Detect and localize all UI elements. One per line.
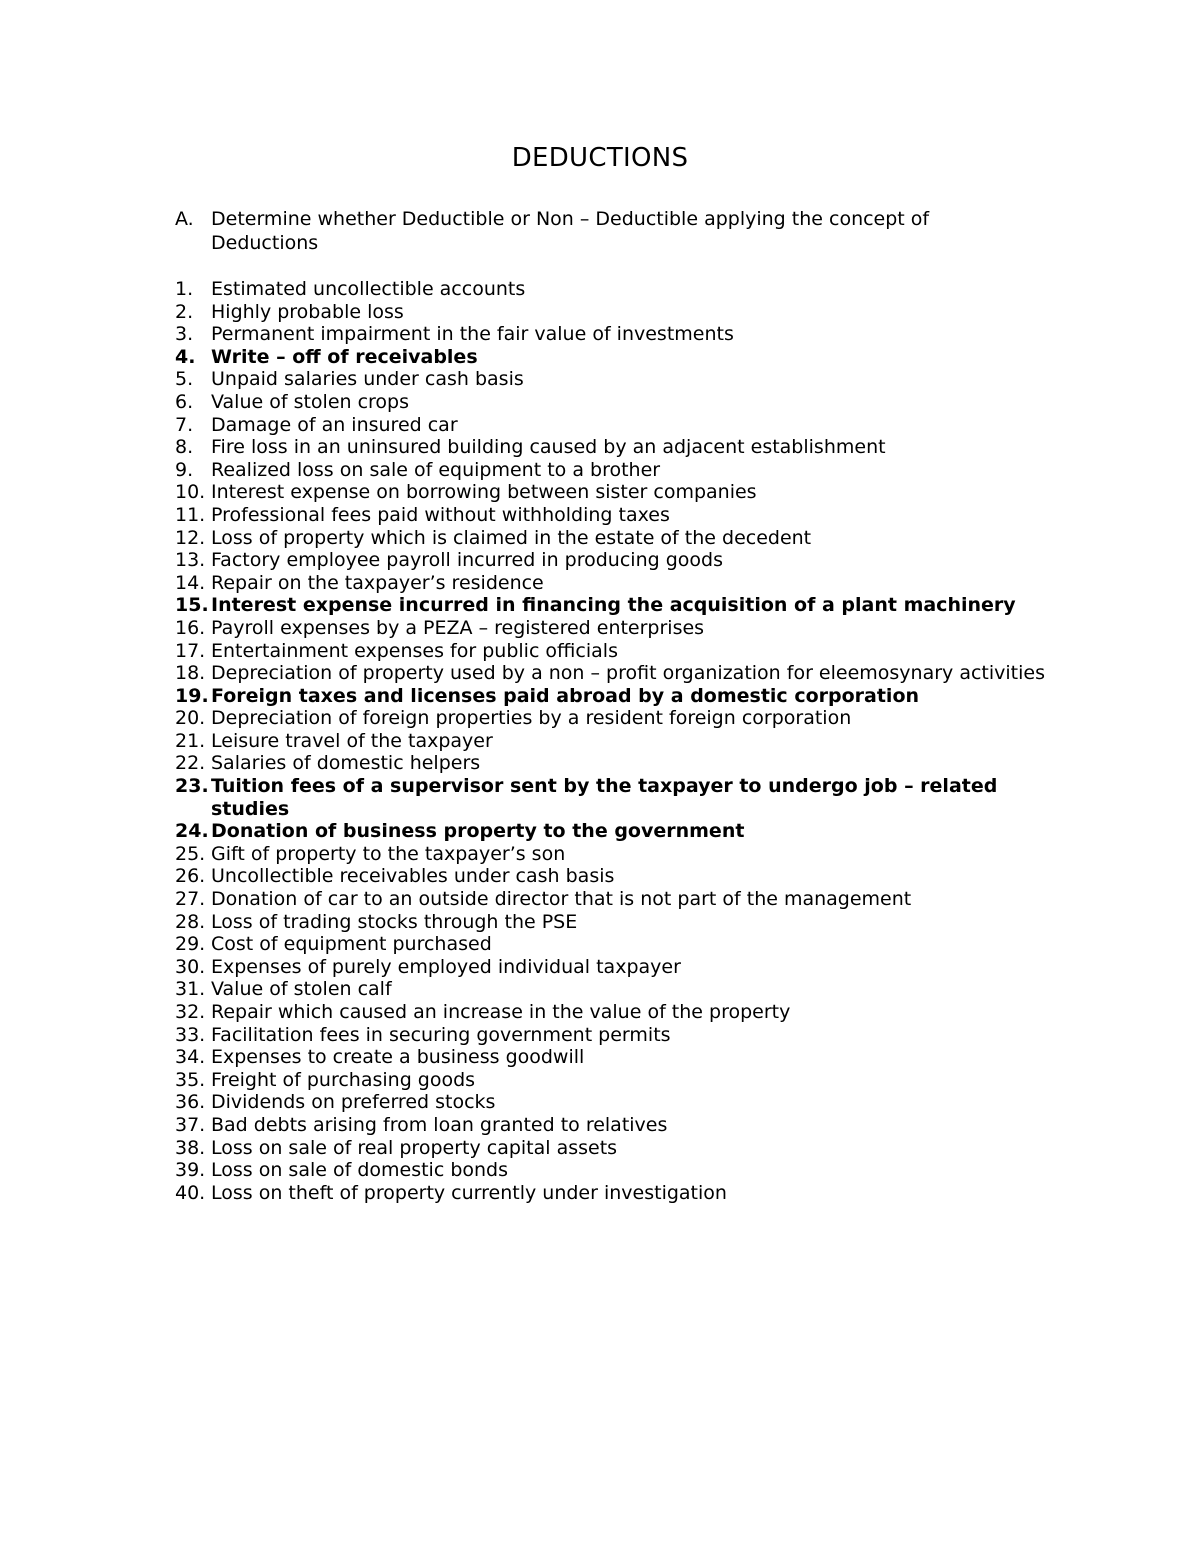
list-item [175,775,1055,820]
list-item [175,572,1055,595]
item-text: Tuition fees of a supervisor sent by the taxpayer to undergo job – related studies [211,775,998,820]
item-number: 11. [175,503,206,526]
list-item [175,1137,1055,1160]
list-item [175,549,1055,572]
item-number: 28. [175,910,206,933]
item-number: 14. [175,571,206,594]
item-text: Repair which caused an increase in the value of the property [211,1001,791,1023]
list-item [175,459,1055,482]
item-number: 22. [175,752,206,775]
list-item [175,301,1055,324]
list-item [175,594,1055,617]
item-text: Value of stolen crops [211,390,410,413]
item-number: 19. [175,684,209,707]
list-item [175,820,1055,843]
item-text: Repair on the taxpayer’s residence [211,571,544,594]
item-text: Value of stolen calf [211,978,392,1001]
item-number: 37. [175,1113,206,1136]
list-item [175,865,1055,888]
item-text: Permanent impairment in the fair value of investments [211,323,734,346]
list-item [175,368,1055,391]
item-text: Highly probable loss [211,300,404,323]
item-text: Bad debts arising from loan granted to relatives [211,1113,668,1136]
item-number: 18. [175,662,206,685]
item-text: Donation of business property to the government [211,820,745,843]
item-number: 21. [175,729,206,752]
item-number: 12. [175,526,206,549]
list-item [175,640,1055,663]
list-item [175,911,1055,934]
list-item [175,707,1055,730]
item-number: 36. [175,1091,206,1114]
list-item [175,504,1055,527]
item-text: Gift of property to the taxpayer’s son [211,842,566,865]
list-item [175,752,1055,775]
item-number: 1. [175,278,194,300]
list-item [175,730,1055,753]
item-number: 7. [175,413,194,436]
item-number: 8. [175,436,194,459]
list-item [175,323,1055,346]
deduction-items-list [175,278,1055,1204]
item-number: 2. [175,300,194,323]
item-text: Cost of equipment purchased [211,933,492,956]
page-title: DEDUCTIONS [511,143,689,173]
item-number: 16. [175,616,206,639]
item-number: 27. [175,888,206,911]
list-item [175,414,1055,437]
item-text: Salaries of domestic helpers [211,752,481,775]
item-number: 25. [175,842,206,865]
list-item [175,933,1055,956]
item-number: 33. [175,1023,206,1046]
list-item [175,843,1055,866]
item-text: Realized loss on sale of equipment to a brother [211,458,661,481]
item-number: 10. [175,481,206,504]
item-text: Uncollectible receivables under cash basis [211,865,615,888]
instruction-section [175,208,995,255]
item-number: 35. [175,1068,206,1091]
item-text: Foreign taxes and licenses paid abroad by a domestic corporation [211,684,920,707]
item-text: Dividends on preferred stocks [211,1091,496,1114]
item-number: 4. [175,345,196,368]
item-text: Write – off of receivables [211,345,478,368]
item-text: Donation of car to an outside director that is not part of the management [211,888,912,911]
instruction-marker: A. [175,208,194,230]
item-number: 5. [175,368,194,391]
item-text: Interest expense on borrowing between sister companies [211,481,757,504]
item-number: 15. [175,594,209,617]
item-text: Depreciation of property used by a non – profit organization for eleemosynary activities [211,662,1045,685]
list-item [175,978,1055,1001]
item-number: 34. [175,1046,206,1069]
list-item [175,617,1055,640]
item-text: Loss on sale of domestic bonds [211,1159,509,1182]
item-text: Payroll expenses by a PEZA – registered enterprises [211,616,705,639]
item-text: Loss on theft of property currently under investigation [211,1181,727,1204]
list-item [175,662,1055,685]
item-number: 26. [175,865,206,888]
list-item [175,1114,1055,1137]
item-number: 3. [175,323,194,346]
item-number: 31. [175,978,206,1001]
item-number: 23. [175,775,209,798]
list-item [175,1069,1055,1092]
item-number: 13. [175,549,206,572]
item-text: Professional fees paid without withholding taxes [211,503,670,526]
item-number: 40. [175,1181,206,1204]
item-text: Damage of an insured car [211,413,458,436]
list-item [175,685,1055,708]
item-number: 30. [175,955,206,978]
list-item [175,1182,1055,1205]
list-item [175,391,1055,414]
list-item [175,1159,1055,1182]
item-text: Loss of trading stocks through the PSE [211,910,578,933]
list-item [175,346,1055,369]
list-item [175,1046,1055,1069]
item-number: 32. [175,1001,206,1023]
item-text: Fire loss in an uninsured building caused by an adjacent establishment [211,436,886,459]
list-item [175,1024,1055,1047]
item-number: 6. [175,390,194,413]
item-number: 24. [175,820,209,843]
item-text: Leisure travel of the taxpayer [211,729,493,752]
item-number: 17. [175,639,206,662]
item-text: Interest expense incurred in financing the acquisition of a plant machinery [211,594,1016,617]
list-item [175,436,1055,459]
instruction-text: Determine whether Deductible or Non – Deductible applying the concept of Deductions [211,208,930,254]
list-item [175,888,1055,911]
item-text: Estimated uncollectible accounts [211,278,526,300]
list-item [175,481,1055,504]
item-number: 38. [175,1136,206,1159]
list-item [175,1001,1055,1024]
item-text: Loss of property which is claimed in the estate of the decedent [211,526,812,549]
list-item [175,527,1055,550]
item-text: Unpaid salaries under cash basis [211,368,524,391]
item-text: Expenses of purely employed individual taxpayer [211,955,681,978]
item-text: Entertainment expenses for public officials [211,639,618,662]
list-item [175,278,1055,301]
item-number: 29. [175,933,206,956]
item-text: Factory employee payroll incurred in producing goods [211,549,723,572]
list-item [175,956,1055,979]
item-text: Freight of purchasing goods [211,1068,476,1091]
item-number: 39. [175,1159,206,1182]
item-number: 20. [175,707,206,730]
item-number: 9. [175,458,194,481]
item-text: Expenses to create a business goodwill [211,1046,585,1069]
item-text: Facilitation fees in securing government permits [211,1023,671,1046]
item-text: Loss on sale of real property capital assets [211,1136,618,1159]
list-item [175,1091,1055,1114]
item-text: Depreciation of foreign properties by a resident foreign corporation [211,707,852,730]
